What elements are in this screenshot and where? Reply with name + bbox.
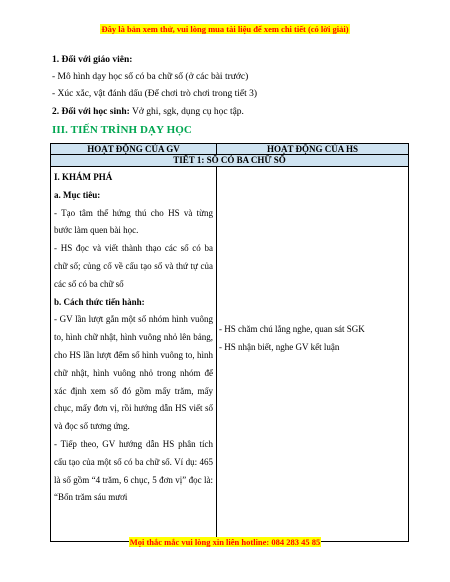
- objective-heading: a. Mục tiêu:: [54, 189, 101, 200]
- method-step: - Tiếp theo, GV hướng dẫn HS phân tích cấu tạo của một số có ba chữ số. Ví dụ: 465 là số gồm “4 trăm, 6 chục, 5 đơn vị” đọc là: “Bốn trăm sáu mươi: [54, 438, 213, 503]
- student-activity-item: - HS chăm chú lắng nghe, quan sát SGK: [219, 324, 365, 334]
- lesson-title: TIẾT 1: SỐ CÓ BA CHỮ SỐ: [51, 155, 409, 167]
- method-heading: b. Cách thức tiến hành:: [54, 296, 145, 307]
- section-title: III. TIẾN TRÌNH DẠY HỌC: [52, 124, 192, 136]
- lesson-plan-table: [50, 143, 409, 542]
- lesson-row: [51, 155, 409, 167]
- student-activity-cell: [217, 167, 409, 542]
- teacher-heading: 1. Đối với giáo viên:: [52, 55, 133, 65]
- table-header-row: [51, 144, 409, 155]
- preview-banner: Đây là bản xem thử, vui lòng mua tài liệu để xem chi tiết (có lời giải): [101, 24, 349, 34]
- header-student-activity: HOẠT ĐỘNG CỦA HS: [217, 144, 409, 155]
- explore-heading: I. KHÁM PHÁ: [54, 172, 113, 182]
- teacher-item: - Xúc xắc, vật đánh dấu (Để chơi trò chơi trong tiết 3): [52, 89, 257, 99]
- objective-item: - HS đọc và viết thành thạo các số có ba chữ số; củng cố về cấu tạo số và thứ tự của các số có ba chữ số: [54, 243, 213, 289]
- method-step: - GV lần lượt gắn một số nhóm hình vuông to, hình chữ nhật, hình vuông nhỏ lên bảng, cho HS lần lượt đếm số hình vuông to, hình chữ nhật, hình vuông nhỏ trong nhóm để xác định xem số đó gồm mấy trăm, mấy chục, mấy đơn vị, rồi hướng dẫn HS viết số và đọc số tương ứng.: [54, 314, 213, 432]
- student-activity-item: - HS nhận biết, nghe GV kết luận: [219, 342, 340, 352]
- header-teacher-activity: HOẠT ĐỘNG CỦA GV: [51, 144, 217, 155]
- hotline-footer: Mọi thắc mắc vui lòng xin liên hotline: 084 283 45 85: [129, 537, 321, 547]
- teacher-activity-cell: [51, 167, 217, 542]
- objective-item: - Tạo tâm thế hứng thú cho HS và từng bước làm quen bài học.: [54, 207, 213, 236]
- teacher-item: - Mô hình dạy học số có ba chữ số (ở các bài trước): [52, 72, 249, 82]
- student-text: Vở ghi, sgk, dụng cụ học tập.: [129, 107, 244, 117]
- table-row: [51, 167, 409, 542]
- student-line: [52, 106, 244, 118]
- student-heading: 2. Đối với học sinh:: [52, 107, 130, 117]
